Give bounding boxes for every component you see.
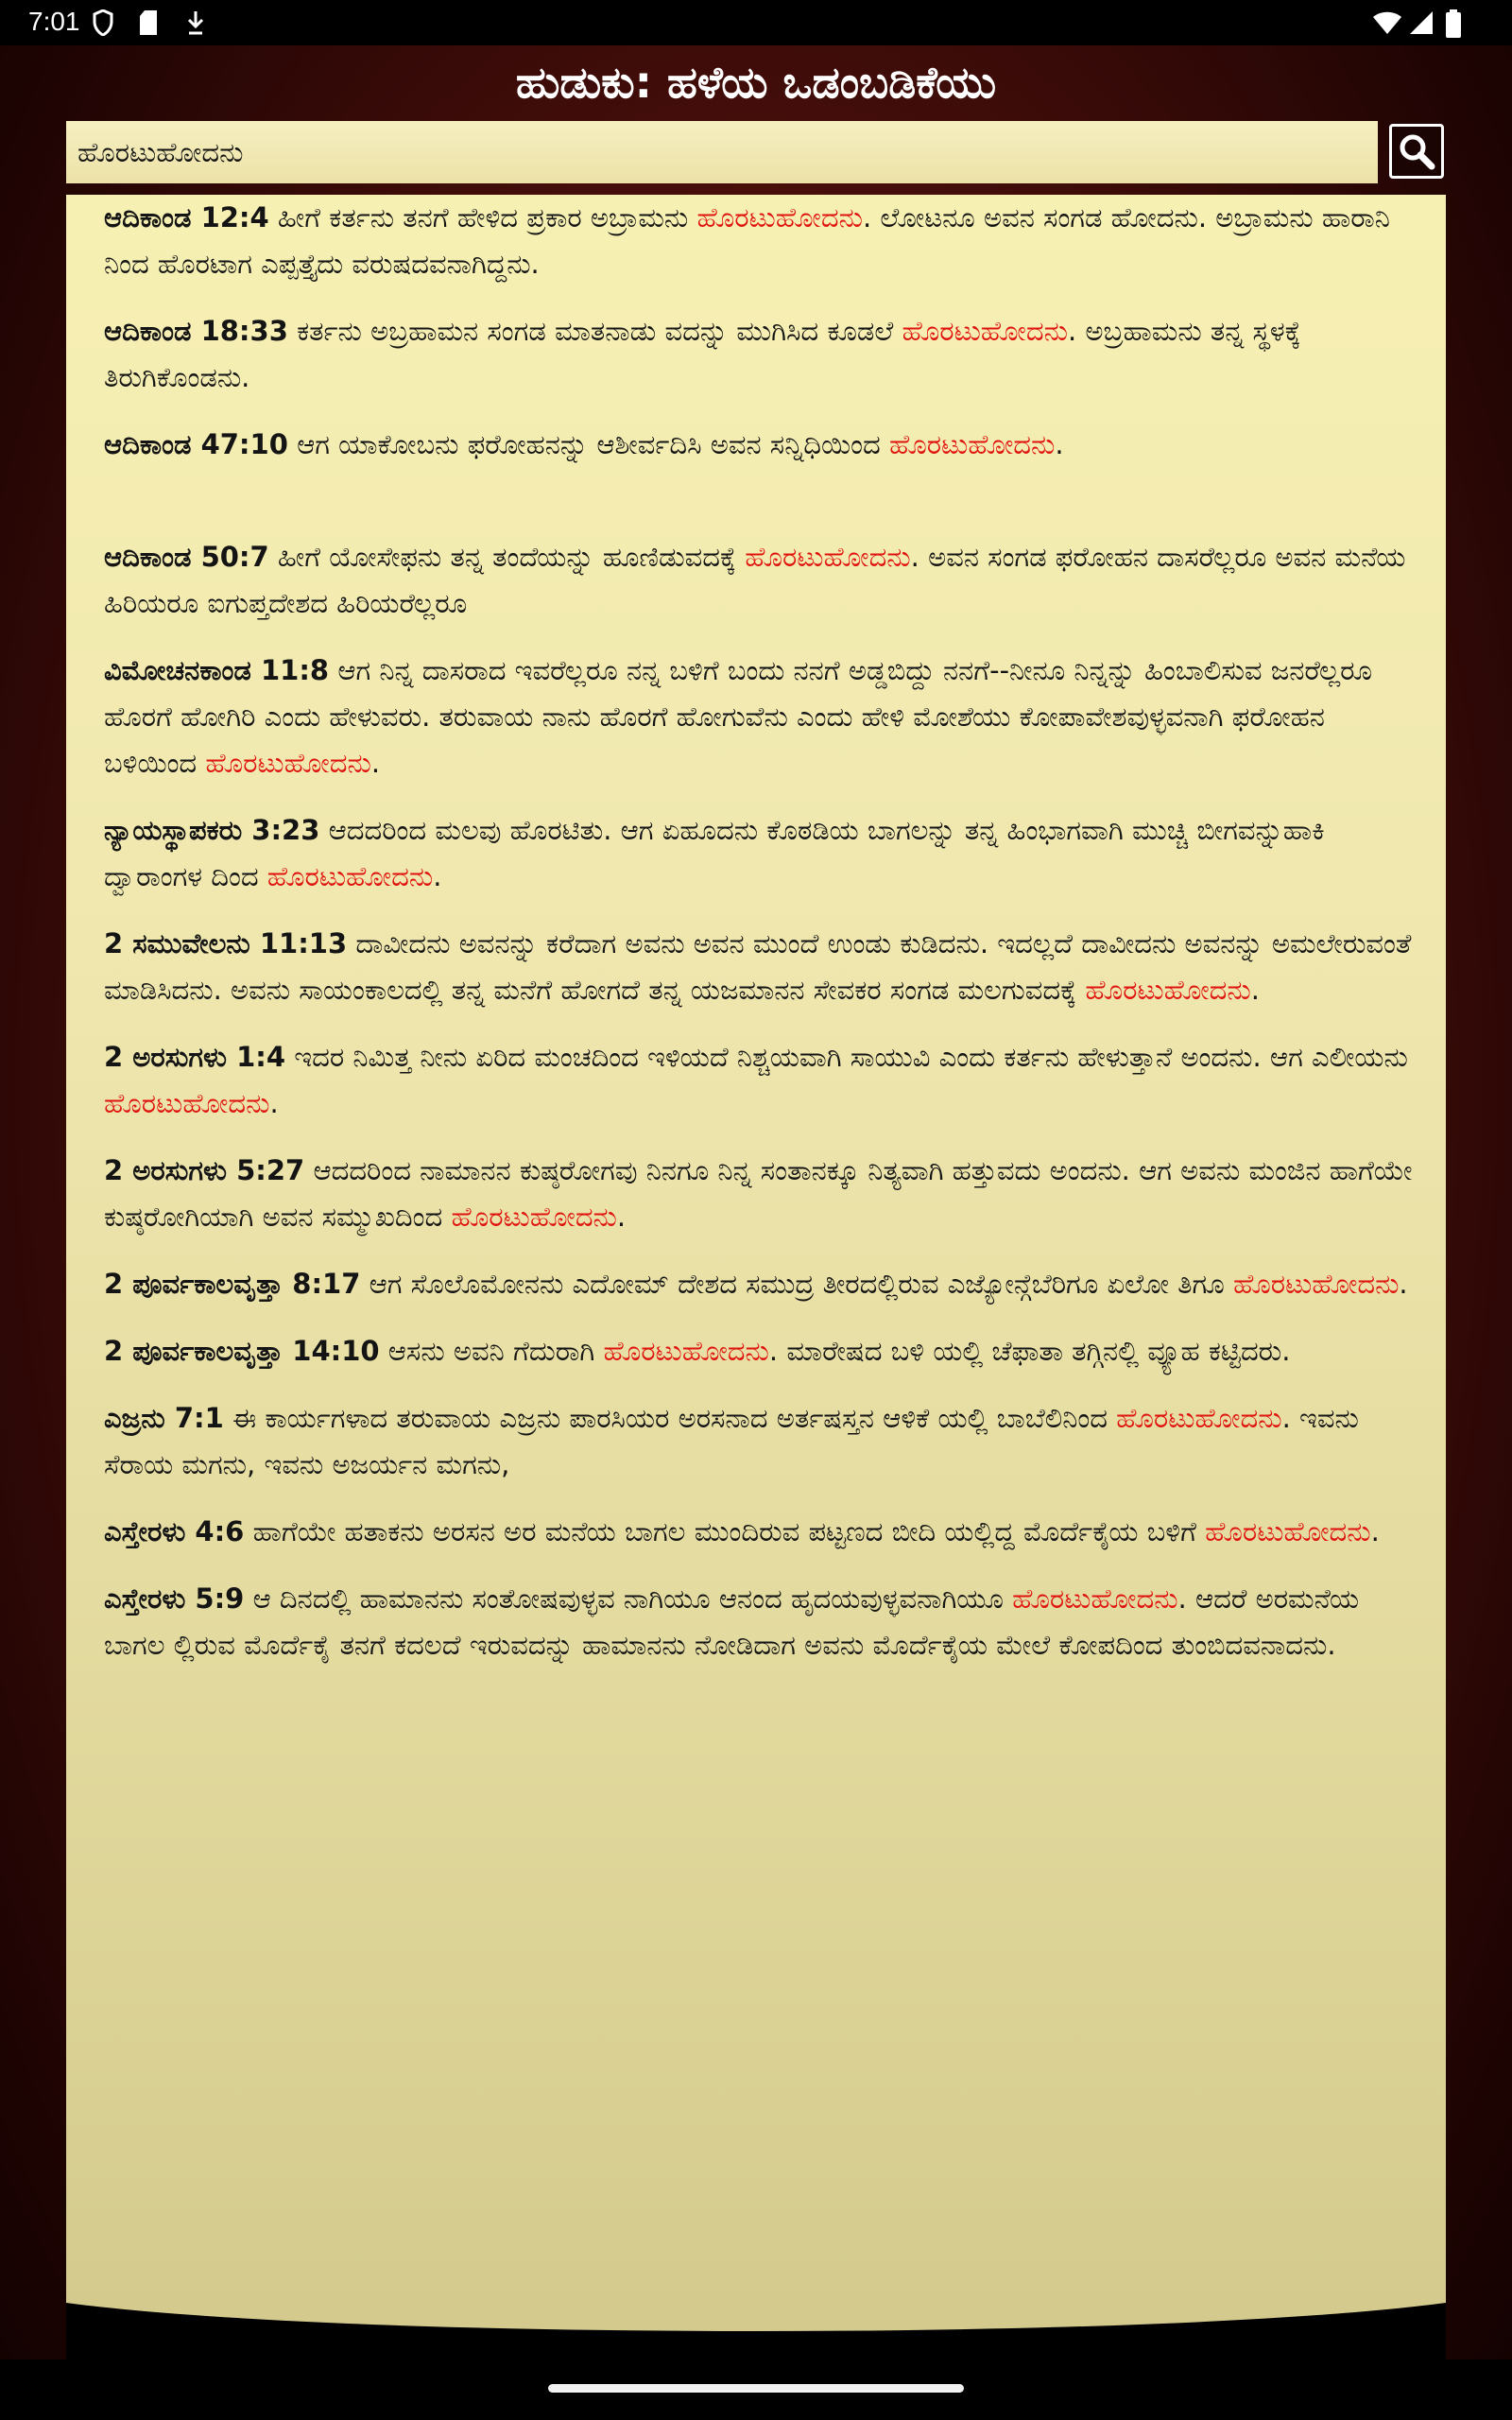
verse-text: ಹೀಗೆ ಯೋಸೇಫನು ತನ್ನ ತಂದೆಯನ್ನು ಹೂಣಿಡುವದಕ್ಕೆ bbox=[268, 541, 746, 573]
verse-text: ಇದರ ನಿಮಿತ್ತ ನೀನು ಏರಿದ ಮಂಚದಿಂದ ಇಳಿಯದೆ ನಿಶ್ಚಯವಾಗಿ ಸಾಯುವಿ ಎಂದು ಕರ್ತನು ಹೇಳುತ್ತಾನೆ ಅಂದನು. ಆಗ ಎಲೀಯನು bbox=[285, 1041, 1408, 1073]
result-item[interactable] bbox=[104, 807, 1418, 900]
verse-text: ಆಸನು ಅವನಿ ಗೆದುರಾಗಿ bbox=[379, 1335, 604, 1367]
search-match: ಹೊರಟುಹೋದನು bbox=[1232, 1268, 1400, 1300]
verse-text: ಹೀಗೆ ಕರ್ತನು ತನಗೆ ಹೇಳಿದ ಪ್ರಕಾರ ಅಬ್ರಾಮನು bbox=[268, 201, 697, 233]
result-item[interactable] bbox=[104, 1576, 1418, 1668]
search-match: ಹೊರಟುಹೋದನು bbox=[205, 747, 371, 779]
verse-reference: ಎಸ್ತೇರಳು 5:9 bbox=[104, 1582, 245, 1615]
verse-text: . ಮಾರೇಷದ ಬಳಿ ಯಲ್ಲಿ ಚೆಫಾತಾ ತಗ್ಗಿನಲ್ಲಿ ವ್ಯೂಹ ಕಟ್ಟಿದರು. bbox=[768, 1335, 1291, 1367]
page-title: ಹುಡುಕು: ಹಳೆಯ ಒಡಂಬಡಿಕೆಯು bbox=[515, 57, 997, 108]
verse-text: . ಅಬ್ರಹಾಮನು ತನ್ನ ಸ್ಥಳಕ್ಕೆ ತಿರುಗಿಕೊಂಡನು. bbox=[104, 315, 1301, 393]
search-icon bbox=[1398, 132, 1435, 174]
search-match: ಹೊರಟುಹೋದನು bbox=[888, 428, 1056, 460]
results-list bbox=[104, 195, 1418, 1689]
verse-text: . bbox=[1250, 974, 1260, 1006]
verse-reference: ಆದಿಕಾಂಡ 18:33 bbox=[104, 315, 288, 347]
result-item[interactable] bbox=[104, 195, 1418, 287]
search-match: ಹೊರಟುಹೋದನು bbox=[1116, 1402, 1282, 1434]
verse-text: ಆದದರಿಂದ ಮಲವು ಹೊರಟಿತು. ಆಗ ಏಹೂದನು ಕೊಠಡಿಯ ಬಾಗಲನ್ನು ತನ್ನ ಹಿಂಭಾಗವಾಗಿ ಮುಚ್ಚಿ ಬೀಗವನ್ನುಹಾಕಿ ದ್ವಾರಾಂಗಳ ದಿಂದ bbox=[104, 814, 1325, 892]
verse-reference: ನ್ಯಾಯಸ್ಥಾಪಕರು 3:23 bbox=[104, 814, 320, 846]
result-item[interactable] bbox=[104, 1034, 1418, 1127]
verse-text: ಆ ದಿನದಲ್ಲಿ ಹಾಮಾನನು ಸಂತೋಷವುಳ್ಳವ ನಾಗಿಯೂ ಆನಂದ ಹೃದಯವುಳ್ಳವನಾಗಿಯೂ bbox=[244, 1582, 1013, 1615]
result-item[interactable] bbox=[104, 648, 1418, 786]
navigation-bar bbox=[0, 2360, 1512, 2420]
home-gesture-handle[interactable] bbox=[548, 2384, 964, 2393]
results-panel[interactable] bbox=[66, 195, 1446, 2360]
verse-reference: 2 ಪೂರ್ವಕಾಲವೃತ್ತಾ 8:17 bbox=[104, 1268, 361, 1300]
verse-text: . ಅವನ ಸಂಗಡ ಫರೋಹನ ದಾಸರೆಲ್ಲರೂ ಅವನ ಮನೆಯ ಹಿರಿಯರೂ ಐಗುಪ್ತದೇಶದ ಹಿರಿಯರೆಲ್ಲರೂ bbox=[104, 541, 1406, 619]
search-input[interactable] bbox=[66, 121, 1378, 183]
panel-bottom-curve bbox=[66, 2303, 1446, 2360]
sd-card-icon bbox=[138, 9, 159, 43]
wifi-icon bbox=[1372, 9, 1402, 43]
verse-reference: 2 ಅರಸುಗಳು 5:27 bbox=[104, 1154, 305, 1186]
search-match: ಹೊರಟುಹೋದನು bbox=[696, 201, 863, 233]
verse-reference: ಆದಿಕಾಂಡ 50:7 bbox=[104, 541, 269, 573]
result-item[interactable] bbox=[104, 1328, 1418, 1374]
verse-text: ಕರ್ತನು ಅಬ್ರಹಾಮನ ಸಂಗಡ ಮಾತನಾಡು ವದನ್ನು ಮುಗಿಸಿದ ಕೂಡಲೆ bbox=[287, 315, 902, 347]
status-time: 7:01 bbox=[28, 7, 80, 36]
verse-reference: 2 ಸಮುವೇಲನು 11:13 bbox=[104, 927, 348, 959]
search-match: ಹೊರಟುಹೋದನು bbox=[1205, 1515, 1371, 1547]
result-item[interactable] bbox=[104, 308, 1418, 401]
verse-reference: ಆದಿಕಾಂಡ 47:10 bbox=[104, 428, 288, 460]
verse-text: ಆದದರಿಂದ ನಾಮಾನನ ಕುಷ್ಠರೋಗವು ನಿನಗೂ ನಿನ್ನ ಸಂತಾನಕ್ಕೂ ನಿತ್ಯವಾಗಿ ಹತ್ತುವದು ಅಂದನು. ಆಗ ಅವನು ಮಂಜಿನ ಹಾಗೆಯೇ ಕುಷ್ಠರೋಗಿಯಾಗಿ ಅವನ ಸಮ್ಮುಖದಿಂದ bbox=[104, 1154, 1413, 1233]
verse-text: ಆಗ ಸೊಲೊಮೋನನು ಎದೋಮ್ ದೇಶದ ಸಮುದ್ರ ತೀರದಲ್ಲಿರುವ ಎಜ್ಯೋನ್ಗೆಬೆರಿಗೂ ಏಲೋ ತಿಗೂ bbox=[360, 1268, 1233, 1300]
search-match: ಹೊರಟುಹೋದನು bbox=[745, 541, 911, 573]
search-match: ಹೊರಟುಹೋದನು bbox=[902, 315, 1068, 347]
result-item[interactable] bbox=[104, 1395, 1418, 1488]
verse-reference: 2 ಅರಸುಗಳು 1:4 bbox=[104, 1041, 286, 1073]
verse-text: ಆಗ ನಿನ್ನ ದಾಸರಾದ ಇವರೆಲ್ಲರೂ ನನ್ನ ಬಳಿಗೆ ಬಂದು ನನಗೆ ಅಡ್ಡಬಿದ್ದು ನನಗೆ--ನೀನೂ ನಿನ್ನನ್ನು ಹಿಂಬಾಲಿಸುವ ಜನರೆಲ್ಲರೂ ಹೊರಗೆ ಹೋಗಿರಿ ಎಂದು ಹೇಳುವರು. ತರುವಾಯ ನಾನು ಹೊರಗೆ ಹೋಗುವೆನು ಎಂದು ಹೇಳಿ ಮೋಶೆಯು ಕೋಪಾವೇಶವುಳ್ಳವನಾಗಿ ಫರೋಹನ ಬಳಿಯಿಂದ bbox=[104, 654, 1373, 779]
result-item[interactable] bbox=[104, 1261, 1418, 1307]
result-item[interactable] bbox=[104, 422, 1418, 468]
verse-text: . ಇವನು ಸೆರಾಯ ಮಗನು, ಇವನು ಅಜರ್ಯನ ಮಗನು, bbox=[104, 1402, 1359, 1480]
search-match: ಹೊರಟುಹೋದನು bbox=[266, 860, 434, 892]
shield-icon bbox=[93, 9, 113, 43]
verse-text: . ಆದರೆ ಅರಮನೆಯ ಬಾಗಲ ಲ್ಲಿರುವ ಮೊರ್ದೆಕೈ ತನಗೆ ಕದಲದೆ ಇರುವದನ್ನು ಹಾಮಾನನು ನೋಡಿದಾಗ ಅವನು ಮೊರ್ದೆಕೈಯ ಮೇಲೆ ಕೋಪದಿಂದ ತುಂಬಿದವನಾದನು. bbox=[104, 1582, 1360, 1661]
verse-text: . bbox=[433, 860, 442, 892]
status-bar bbox=[0, 0, 1512, 45]
verse-text: . bbox=[1399, 1268, 1408, 1300]
verse-reference: ವಿಮೋಚನಕಾಂಡ 11:8 bbox=[104, 654, 330, 686]
verse-text: . bbox=[1055, 428, 1064, 460]
search-match: ಹೊರಟುಹೋದನು bbox=[451, 1201, 617, 1233]
signal-icon bbox=[1408, 9, 1435, 43]
verse-reference: ಎಜ್ರನು 7:1 bbox=[104, 1402, 224, 1434]
result-item[interactable] bbox=[104, 534, 1418, 627]
verse-text: . bbox=[269, 1087, 279, 1119]
search-match: ಹೊರಟುಹೋದನು bbox=[104, 1087, 270, 1119]
search-match: ಹೊರಟುಹೋದನು bbox=[1012, 1582, 1178, 1615]
search-match: ಹೊರಟುಹೋದನು bbox=[603, 1335, 769, 1367]
verse-text: ಆಗ ಯಾಕೋಬನು ಫರೋಹನನ್ನು ಆಶೀರ್ವದಿಸಿ ಅವನ ಸನ್ನಿಧಿಯಿಂದ bbox=[287, 428, 889, 460]
verse-reference: 2 ಪೂರ್ವಕಾಲವೃತ್ತಾ 14:10 bbox=[104, 1335, 380, 1367]
battery-icon bbox=[1446, 9, 1461, 44]
verse-text: ದಾವೀದನು ಅವನನ್ನು ಕರೆದಾಗ ಅವನು ಅವನ ಮುಂದೆ ಉಂಡು ಕುಡಿದನು. ಇದಲ್ಲದೆ ದಾವೀದನು ಅವನನ್ನು ಅಮಲೇರುವಂತೆ ಮಾಡಿಸಿದನು. ಅವನು ಸಾಯಂಕಾಲದಲ್ಲಿ ತನ್ನ ಮನೆಗೆ ಹೋಗದೆ ತನ್ನ ಯಜಮಾನನ ಸೇವಕರ ಸಂಗಡ ಮಲಗುವದಕ್ಕೆ bbox=[104, 927, 1412, 1006]
verse-text: ಈ ಕಾರ್ಯಗಳಾದ ತರುವಾಯ ಎಜ್ರನು ಪಾರಸಿಯರ ಅರಸನಾದ ಅರ್ತಷಸ್ತನ ಆಳಿಕೆ ಯಲ್ಲಿ ಬಾಬೆಲಿನಿಂದ bbox=[223, 1402, 1117, 1434]
verse-reference: ಆದಿಕಾಂಡ 12:4 bbox=[104, 201, 269, 233]
verse-text: ಹಾಗೆಯೇ ಹತಾಕನು ಅರಸನ ಅರ ಮನೆಯ ಬಾಗಲ ಮುಂದಿರುವ ಪಟ್ಟಣದ ಬೀದಿ ಯಲ್ಲಿದ್ದ ಮೊರ್ದೆಕೈಯ ಬಳಿಗೆ bbox=[244, 1515, 1206, 1547]
search-match: ಹೊರಟುಹೋದನು bbox=[1085, 974, 1251, 1006]
result-item[interactable] bbox=[104, 1509, 1418, 1555]
result-item[interactable] bbox=[104, 921, 1418, 1013]
verse-reference: ಎಸ್ತೇರಳು 4:6 bbox=[104, 1515, 245, 1547]
verse-text: . bbox=[370, 747, 381, 779]
spacer bbox=[104, 489, 1418, 534]
verse-text: . bbox=[1370, 1515, 1380, 1547]
result-item[interactable] bbox=[104, 1148, 1418, 1240]
verse-text: . bbox=[616, 1201, 627, 1233]
search-button[interactable] bbox=[1389, 124, 1444, 179]
download-icon bbox=[185, 9, 206, 43]
verse-text: . ಲೋಟನೂ ಅವನ ಸಂಗಡ ಹೋದನು. ಅಬ್ರಾಮನು ಹಾರಾನಿ ನಿಂದ ಹೊರಟಾಗ ಎಪ್ಪತ್ತೈದು ವರುಷದವನಾಗಿದ್ದನು. bbox=[104, 201, 1390, 280]
